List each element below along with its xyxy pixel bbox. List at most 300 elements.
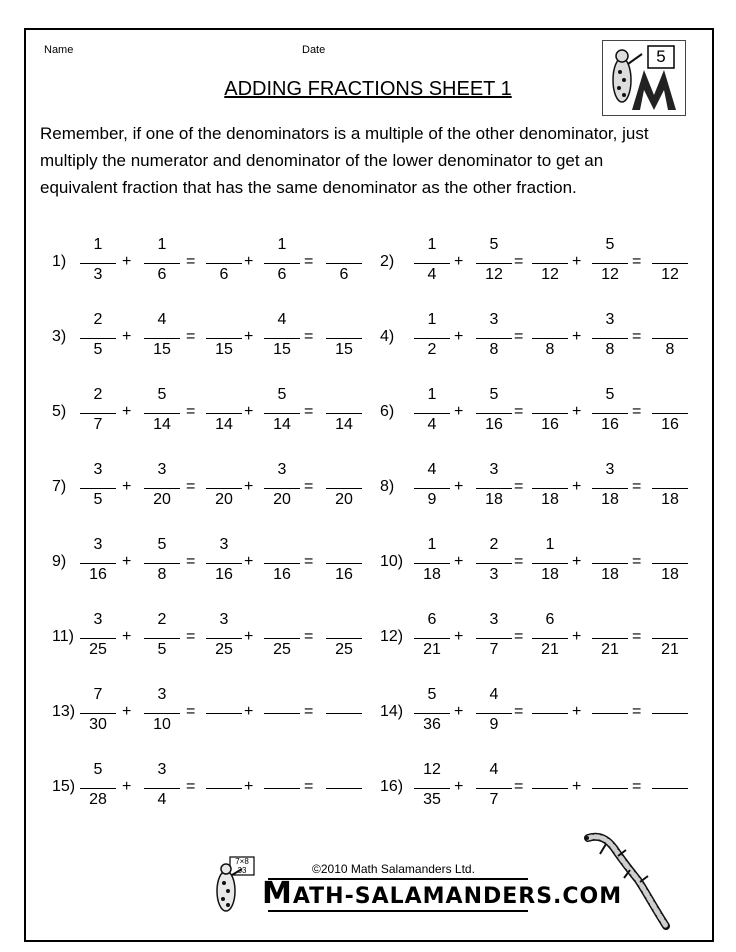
- denominator: 6: [219, 266, 229, 283]
- denominator: 15: [215, 341, 233, 358]
- numerator: [206, 386, 242, 406]
- fraction-bar: [532, 638, 568, 639]
- denominator: 12: [661, 266, 679, 283]
- fraction[interactable]: [532, 386, 568, 442]
- plus-sign: +: [454, 328, 464, 345]
- numerator: 6: [545, 611, 555, 628]
- problem-number: 13): [52, 703, 76, 720]
- plus-sign: +: [454, 703, 464, 720]
- answer-blank[interactable]: [326, 761, 362, 817]
- fraction[interactable]: [326, 386, 362, 442]
- fraction: [264, 386, 300, 442]
- fraction-bar: [80, 488, 116, 489]
- plus-sign: +: [572, 703, 582, 720]
- answer-blank[interactable]: [326, 686, 362, 742]
- problem-number: 12): [380, 628, 404, 645]
- denominator: 9: [427, 491, 437, 508]
- equals-sign: =: [186, 403, 196, 420]
- fraction: [206, 611, 242, 667]
- fraction-bar: [264, 338, 300, 339]
- denominator: 18: [661, 566, 679, 583]
- plus-sign: +: [122, 703, 132, 720]
- denominator: 15: [273, 341, 291, 358]
- denominator: 7: [489, 791, 499, 808]
- numerator: [652, 236, 688, 256]
- plus-sign: +: [122, 778, 132, 795]
- numerator: 6: [427, 611, 437, 628]
- fraction-bar: [592, 338, 628, 339]
- numerator: [532, 761, 568, 781]
- numerator: 2: [93, 386, 103, 403]
- numerator: 1: [157, 236, 167, 253]
- lizard-illustration: [578, 830, 674, 930]
- fraction-bar: [80, 713, 116, 714]
- equals-sign: =: [304, 478, 314, 495]
- fraction: [476, 461, 512, 517]
- equals-sign: =: [632, 778, 642, 795]
- fraction[interactable]: [264, 611, 300, 667]
- fraction-bar: [652, 788, 688, 789]
- denominator: 8: [665, 341, 675, 358]
- plus-sign: +: [244, 478, 254, 495]
- numerator: 4: [427, 461, 437, 478]
- answer-blank[interactable]: [652, 761, 688, 817]
- equals-sign: =: [186, 628, 196, 645]
- fraction[interactable]: [532, 461, 568, 517]
- numerator: 5: [605, 386, 615, 403]
- fraction[interactable]: [206, 236, 242, 292]
- fraction: [592, 236, 628, 292]
- fraction[interactable]: [264, 536, 300, 592]
- denominator: 25: [273, 641, 291, 658]
- denominator: 21: [423, 641, 441, 658]
- plus-sign: +: [454, 478, 464, 495]
- denominator: 12: [601, 266, 619, 283]
- denominator: 7: [93, 416, 103, 433]
- denominator: 18: [601, 491, 619, 508]
- fraction-bar: [414, 788, 450, 789]
- problem-number: 4): [380, 328, 395, 345]
- numerator: [326, 386, 362, 406]
- fraction: [264, 236, 300, 292]
- fraction: [144, 386, 180, 442]
- numerator: [652, 686, 688, 706]
- fraction[interactable]: [652, 611, 688, 667]
- fraction: [264, 311, 300, 367]
- equals-sign: =: [304, 703, 314, 720]
- fraction: [476, 761, 512, 817]
- fraction-bar: [532, 788, 568, 789]
- fraction[interactable]: [652, 386, 688, 442]
- equals-sign: =: [632, 703, 642, 720]
- fraction: [476, 686, 512, 742]
- numerator: 2: [489, 536, 499, 553]
- fraction-bar: [476, 488, 512, 489]
- problem-number: 5): [52, 403, 67, 420]
- fraction: [414, 611, 450, 667]
- plus-sign: +: [122, 328, 132, 345]
- denominator: 8: [545, 341, 555, 358]
- denominator: 16: [541, 416, 559, 433]
- numerator: [532, 461, 568, 481]
- problem-12: [380, 611, 720, 667]
- denominator: 18: [485, 491, 503, 508]
- denominator: 12: [485, 266, 503, 283]
- fraction: [414, 686, 450, 742]
- fraction[interactable]: [652, 461, 688, 517]
- fraction-bar: [206, 413, 242, 414]
- fraction[interactable]: [652, 236, 688, 292]
- equals-sign: =: [514, 253, 524, 270]
- fraction: [80, 686, 116, 742]
- numerator: 3: [157, 686, 167, 703]
- denominator: 28: [89, 791, 107, 808]
- fraction-bar: [652, 263, 688, 264]
- denominator: 14: [215, 416, 233, 433]
- answer-blank[interactable]: [264, 686, 300, 742]
- fraction: [476, 386, 512, 442]
- fraction-bar: [476, 638, 512, 639]
- denominator: 16: [485, 416, 503, 433]
- fraction-bar: [264, 263, 300, 264]
- problem-11: [52, 611, 392, 667]
- numerator: 3: [219, 611, 229, 628]
- fraction: [532, 536, 568, 592]
- problem-4: [380, 311, 720, 367]
- denominator: 25: [335, 641, 353, 658]
- answer-blank[interactable]: [206, 686, 242, 742]
- equals-sign: =: [514, 328, 524, 345]
- numerator: 3: [93, 611, 103, 628]
- denominator: 25: [215, 641, 233, 658]
- numerator: 7: [93, 686, 103, 703]
- denominator: 5: [93, 341, 103, 358]
- denominator: 18: [423, 566, 441, 583]
- plus-sign: +: [122, 628, 132, 645]
- numerator: 12: [423, 761, 441, 778]
- fraction: [414, 311, 450, 367]
- fraction[interactable]: [326, 236, 362, 292]
- instructions: [40, 120, 700, 201]
- fraction-bar: [532, 413, 568, 414]
- denominator: 4: [427, 416, 437, 433]
- numerator: 2: [157, 611, 167, 628]
- denominator: 5: [157, 641, 167, 658]
- fraction[interactable]: [326, 311, 362, 367]
- denominator: 25: [89, 641, 107, 658]
- fraction-bar: [144, 638, 180, 639]
- grade-number: 5: [656, 47, 666, 66]
- fraction: [414, 461, 450, 517]
- fraction: [144, 461, 180, 517]
- fraction: [80, 536, 116, 592]
- numerator: 3: [489, 461, 499, 478]
- numerator: 4: [489, 761, 499, 778]
- fraction-bar: [652, 488, 688, 489]
- fraction-bar: [592, 563, 628, 564]
- denominator: 8: [605, 341, 615, 358]
- numerator: 3: [489, 611, 499, 628]
- denominator: 16: [273, 566, 291, 583]
- fraction-bar: [144, 563, 180, 564]
- answer-blank[interactable]: [206, 761, 242, 817]
- numerator: [326, 761, 362, 781]
- denominator: 15: [153, 341, 171, 358]
- numerator: 1: [427, 536, 437, 553]
- numerator: 4: [157, 311, 167, 328]
- fraction: [144, 686, 180, 742]
- fraction-bar: [206, 263, 242, 264]
- numerator: [206, 311, 242, 331]
- fraction-bar: [326, 488, 362, 489]
- numerator: [532, 686, 568, 706]
- denominator: 6: [157, 266, 167, 283]
- problem-number: 14): [380, 703, 404, 720]
- fraction: [476, 536, 512, 592]
- denominator: 20: [335, 491, 353, 508]
- fraction-bar: [652, 563, 688, 564]
- numerator: 3: [157, 761, 167, 778]
- numerator: [592, 611, 628, 631]
- numerator: [652, 386, 688, 406]
- plus-sign: +: [244, 778, 254, 795]
- denominator: 30: [89, 716, 107, 733]
- numerator: [326, 686, 362, 706]
- plus-sign: +: [572, 253, 582, 270]
- problem-number: 6): [380, 403, 395, 420]
- problem-number: 16): [380, 778, 404, 795]
- fraction-bar: [80, 413, 116, 414]
- denominator: 7: [489, 641, 499, 658]
- problem-number: 15): [52, 778, 76, 795]
- fraction-bar: [476, 413, 512, 414]
- equals-sign: =: [186, 253, 196, 270]
- plus-sign: +: [122, 478, 132, 495]
- problem-number: 2): [380, 253, 395, 270]
- fraction-bar: [264, 788, 300, 789]
- plus-sign: +: [244, 253, 254, 270]
- answer-blank[interactable]: [532, 761, 568, 817]
- fraction-bar: [326, 563, 362, 564]
- problem-3: [52, 311, 395, 367]
- denominator: 18: [541, 491, 559, 508]
- numerator: [592, 686, 628, 706]
- numerator: [532, 386, 568, 406]
- numerator: 3: [93, 461, 103, 478]
- fraction[interactable]: [532, 236, 568, 292]
- fraction-bar: [206, 788, 242, 789]
- problem-1: [52, 236, 395, 292]
- denominator: 35: [423, 791, 441, 808]
- fraction[interactable]: [532, 311, 568, 367]
- numerator: 1: [427, 236, 437, 253]
- numerator: 1: [277, 236, 287, 253]
- problem-number: 8): [380, 478, 395, 495]
- answer-blank[interactable]: [592, 761, 628, 817]
- fraction: [144, 611, 180, 667]
- problem-number: 7): [52, 478, 67, 495]
- fraction-bar: [532, 713, 568, 714]
- equals-sign: =: [186, 328, 196, 345]
- numerator: [264, 686, 300, 706]
- fraction-bar: [264, 638, 300, 639]
- plus-sign: +: [244, 703, 254, 720]
- fraction-bar: [414, 713, 450, 714]
- denominator: 16: [661, 416, 679, 433]
- fraction-bar: [326, 338, 362, 339]
- plus-sign: +: [454, 778, 464, 795]
- fraction: [414, 536, 450, 592]
- fraction[interactable]: [592, 536, 628, 592]
- equals-sign: =: [514, 628, 524, 645]
- numerator: [264, 536, 300, 556]
- fraction: [414, 386, 450, 442]
- numerator: 3: [605, 311, 615, 328]
- numerator: [532, 311, 568, 331]
- fraction-bar: [326, 713, 362, 714]
- fraction[interactable]: [326, 461, 362, 517]
- numerator: [592, 536, 628, 556]
- answer-blank[interactable]: [532, 686, 568, 742]
- fraction: [80, 236, 116, 292]
- denominator: 5: [93, 491, 103, 508]
- numerator: 1: [93, 236, 103, 253]
- denominator: 14: [273, 416, 291, 433]
- fraction-bar: [414, 638, 450, 639]
- fraction-bar: [476, 563, 512, 564]
- equals-sign: =: [514, 778, 524, 795]
- numerator: [326, 236, 362, 256]
- fraction-bar: [80, 263, 116, 264]
- fraction-bar: [592, 638, 628, 639]
- instruction-line: Remember, if one of the denominators is a multiple of the other denominator, just: [40, 124, 649, 143]
- fraction-bar: [652, 713, 688, 714]
- numerator: [206, 236, 242, 256]
- answer-blank[interactable]: [264, 761, 300, 817]
- fraction[interactable]: [592, 611, 628, 667]
- fraction: [414, 761, 450, 817]
- denominator: 16: [89, 566, 107, 583]
- fraction: [80, 761, 116, 817]
- plus-sign: +: [122, 253, 132, 270]
- fraction-bar: [414, 338, 450, 339]
- fraction[interactable]: [652, 536, 688, 592]
- fraction: [144, 536, 180, 592]
- equals-sign: =: [304, 253, 314, 270]
- numerator: [326, 461, 362, 481]
- plus-sign: +: [244, 328, 254, 345]
- problem-number: 10): [380, 553, 404, 570]
- fraction: [476, 236, 512, 292]
- fraction-bar: [476, 338, 512, 339]
- plus-sign: +: [572, 778, 582, 795]
- fraction[interactable]: [326, 611, 362, 667]
- fraction-bar: [532, 563, 568, 564]
- problem-9: [52, 536, 392, 592]
- equals-sign: =: [632, 553, 642, 570]
- fraction: [592, 461, 628, 517]
- numerator: [652, 311, 688, 331]
- fraction-bar: [80, 338, 116, 339]
- fraction-bar: [414, 563, 450, 564]
- denominator: 14: [335, 416, 353, 433]
- footer-rule-bottom: [268, 910, 528, 912]
- denominator: 12: [541, 266, 559, 283]
- fraction-bar: [414, 488, 450, 489]
- plus-sign: +: [454, 403, 464, 420]
- fraction-bar: [592, 263, 628, 264]
- plus-sign: +: [454, 553, 464, 570]
- problem-number: 11): [52, 628, 74, 645]
- fraction-bar: [326, 413, 362, 414]
- plus-sign: +: [454, 253, 464, 270]
- fraction-bar: [414, 263, 450, 264]
- fraction[interactable]: [206, 386, 242, 442]
- lizard-icon: [578, 830, 674, 930]
- fraction-bar: [206, 638, 242, 639]
- equals-sign: =: [632, 403, 642, 420]
- fraction-bar: [652, 413, 688, 414]
- fraction[interactable]: [206, 461, 242, 517]
- fraction-bar: [144, 338, 180, 339]
- denominator: 4: [157, 791, 167, 808]
- fraction: [206, 536, 242, 592]
- fraction[interactable]: [206, 311, 242, 367]
- numerator: [326, 611, 362, 631]
- numerator: 3: [219, 536, 229, 553]
- copyright-text: ©2010 Math Salamanders Ltd.: [312, 862, 475, 876]
- plus-sign: +: [572, 403, 582, 420]
- fraction-bar: [264, 413, 300, 414]
- fraction-bar: [326, 263, 362, 264]
- fraction-bar: [144, 488, 180, 489]
- fraction: [80, 311, 116, 367]
- answer-blank[interactable]: [592, 686, 628, 742]
- numerator: 5: [489, 386, 499, 403]
- numerator: 5: [277, 386, 287, 403]
- name-label: Name: [44, 44, 74, 56]
- answer-blank[interactable]: [652, 686, 688, 742]
- denominator: 14: [153, 416, 171, 433]
- equals-sign: =: [304, 628, 314, 645]
- denominator: 36: [423, 716, 441, 733]
- fraction-bar: [144, 263, 180, 264]
- fraction[interactable]: [652, 311, 688, 367]
- footer-salamander: [208, 855, 258, 917]
- numerator: [652, 461, 688, 481]
- equals-sign: =: [632, 628, 642, 645]
- denominator: 16: [215, 566, 233, 583]
- numerator: 3: [93, 536, 103, 553]
- numerator: [264, 611, 300, 631]
- equals-sign: =: [304, 553, 314, 570]
- problem-16: [380, 761, 720, 817]
- problem-8: [380, 461, 720, 517]
- denominator: 9: [489, 716, 499, 733]
- fraction-bar: [476, 713, 512, 714]
- numerator: 5: [427, 686, 437, 703]
- fraction-bar: [264, 713, 300, 714]
- fraction[interactable]: [326, 536, 362, 592]
- equals-sign: =: [304, 328, 314, 345]
- equals-sign: =: [304, 403, 314, 420]
- fraction-bar: [652, 638, 688, 639]
- fraction-bar: [592, 488, 628, 489]
- denominator: 20: [215, 491, 233, 508]
- plus-sign: +: [572, 328, 582, 345]
- numerator: 5: [605, 236, 615, 253]
- numerator: 3: [277, 461, 287, 478]
